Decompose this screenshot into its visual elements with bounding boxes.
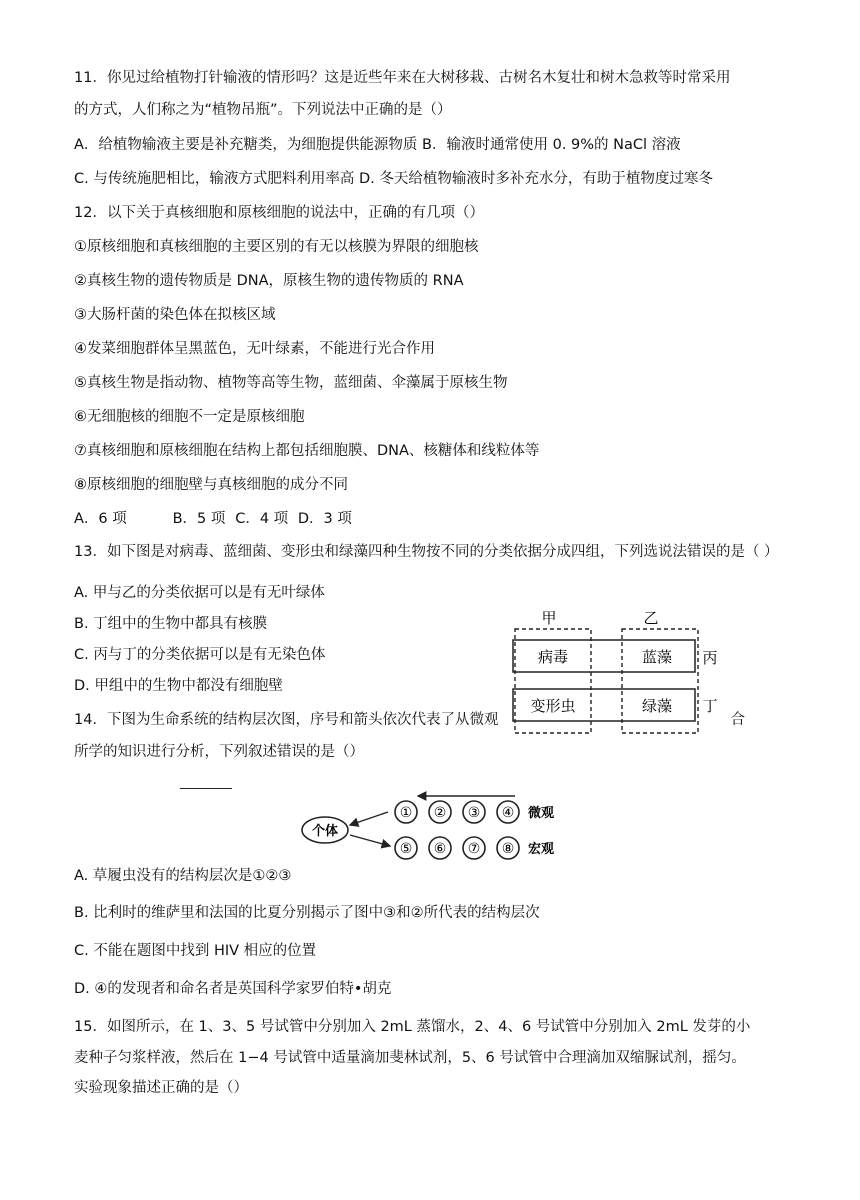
q14-option-c: C. 不能在题图中找到 HIV 相应的位置 (74, 943, 317, 959)
num-3: ③ (467, 805, 481, 821)
q14-stem-line1: 14．下图为生命系统的结构层次图，序号和箭头依次代表了从微观 (74, 712, 499, 728)
q11-option-c: C. 与传统施肥相比，输液方式肥料利用率高 (74, 171, 355, 187)
q13-option-a: A. 甲与乙的分类依据可以是有无叶绿体 (74, 585, 325, 601)
label-ding: 丁 (702, 697, 718, 715)
q15-stem-line2: 麦种子匀浆样液，然后在 1−4 号试管中适量滴加斐林试剂，5、6 号试管中合理滴加双缩脲试剂，摇匀。 (74, 1050, 746, 1066)
label-yi: 乙 (643, 609, 659, 627)
q11-options-ab (74, 135, 681, 155)
q12-option-d: D．3 项 (297, 511, 352, 527)
q14-stem-line2: 所学的知识进行分析，下列叙述错误的是（） (74, 744, 364, 760)
num-1: ① (399, 805, 413, 821)
num-5: ⑤ (399, 841, 413, 857)
q12-options (74, 509, 352, 529)
arrow-to-individual (350, 812, 388, 825)
num-7: ⑦ (467, 841, 481, 857)
arrow-from-individual (350, 835, 390, 846)
cell-virus: 病毒 (537, 648, 569, 666)
q12-item-4: ④发菜细胞群体呈黑蓝色，无叶绿素，不能进行光合作用 (74, 341, 435, 357)
bottom-circles (395, 837, 519, 859)
col-yi-dashed-box (622, 629, 698, 733)
q14-stem-line1-tail: 结合 (716, 712, 745, 728)
macro-label: 宏观 (528, 842, 555, 857)
q11-option-a: A．给植物输液主要是补充糖类，为细胞提供能源物质 (74, 137, 418, 153)
top-circles (395, 801, 519, 823)
classification-diagram (505, 605, 730, 740)
micro-label: 微观 (528, 806, 555, 821)
q12-stem: 12．以下关于真核细胞和原核细胞的说法中，正确的有几项（） (74, 205, 484, 221)
short-rule (180, 788, 232, 789)
q11-options-cd (74, 169, 713, 189)
q12-item-7: ⑦真核细胞和原核细胞在结构上都包括细胞膜、DNA、核糖体和线粒体等 (74, 443, 540, 459)
q12-option-c: C．4 项 (235, 511, 289, 527)
cell-lvzao: 绿藻 (641, 697, 673, 715)
cell-lanzao: 蓝藻 (641, 648, 673, 666)
q11-stem-line2: 的方式，人们称之为“植物吊瓶”。下列说法中正确的是（） (74, 102, 452, 118)
q14-option-a: A. 草履虫没有的结构层次是①②③ (74, 868, 292, 884)
label-bing: 丙 (702, 649, 718, 667)
cell-amoeba: 变形虫 (530, 697, 576, 715)
q12-option-b: B．5 项 (172, 511, 226, 527)
q11-stem-line1: 11．你见过给植物打针输液的情形吗？这是近些年来在大树移栽、古树名木复壮和树木急救等时常采用 (74, 70, 731, 86)
q12-item-3: ③大肠杆菌的染色体在拟核区域 (74, 307, 276, 323)
label-jia: 甲 (541, 609, 557, 627)
num-2: ② (433, 805, 447, 821)
q12-item-1: ①原核细胞和真核细胞的主要区别的有无以核膜为界限的细胞核 (74, 239, 479, 255)
q13-stem: 13．如下图是对病毒、蓝细菌、变形虫和绿藻四种生物按不同的分类依据分成四组，下列选说法错误的是（ ） (74, 544, 779, 560)
individual-label: 个体 (311, 824, 339, 839)
q11-option-d: D. 冬天给植物输液时多补充水分，有助于植物度过寒冬 (358, 171, 713, 187)
q12-item-5: ⑤真核生物是指动物、植物等高等生物，蓝细菌、伞藻属于原核生物 (74, 375, 508, 391)
q15-stem-line3: 实验现象描述正确的是（） (74, 1080, 248, 1096)
q12-item-6: ⑥无细胞核的细胞不一定是原核细胞 (74, 409, 305, 425)
q13-option-d: D. 甲组中的生物中都没有细胞壁 (74, 678, 283, 694)
life-system-diagram (300, 790, 570, 870)
num-8: ⑧ (501, 841, 515, 857)
q11-option-b: B．输液时通常使用 0. 9%的 NaCl 溶液 (422, 137, 681, 153)
num-4: ④ (501, 805, 515, 821)
num-6: ⑥ (433, 841, 447, 857)
q14-option-d: D. ④的发现者和命名者是英国科学家罗伯特•胡克 (74, 981, 392, 997)
col-jia-dashed-box (515, 629, 591, 733)
q13-option-c: C. 丙与丁的分类依据可以是有无染色体 (74, 647, 326, 663)
q14-option-b: B. 比利时的维萨里和法国的比夏分别揭示了图中③和②所代表的结构层次 (74, 905, 540, 921)
q15-stem-line1: 15．如图所示，在 1、3、5 号试管中分别加入 2mL 蒸馏水，2、4、6 号试管中分别加入 2mL 发芽的小 (74, 1019, 751, 1035)
q12-item-2: ②真核生物的遗传物质是 DNA，原核生物的遗传物质的 RNA (74, 273, 464, 289)
q12-option-a: A．6 项 (74, 511, 127, 527)
q12-item-8: ⑧原核细胞的细胞壁与真核细胞的成分不同 (74, 477, 348, 493)
q13-option-b: B. 丁组中的生物中都具有核膜 (74, 616, 268, 632)
